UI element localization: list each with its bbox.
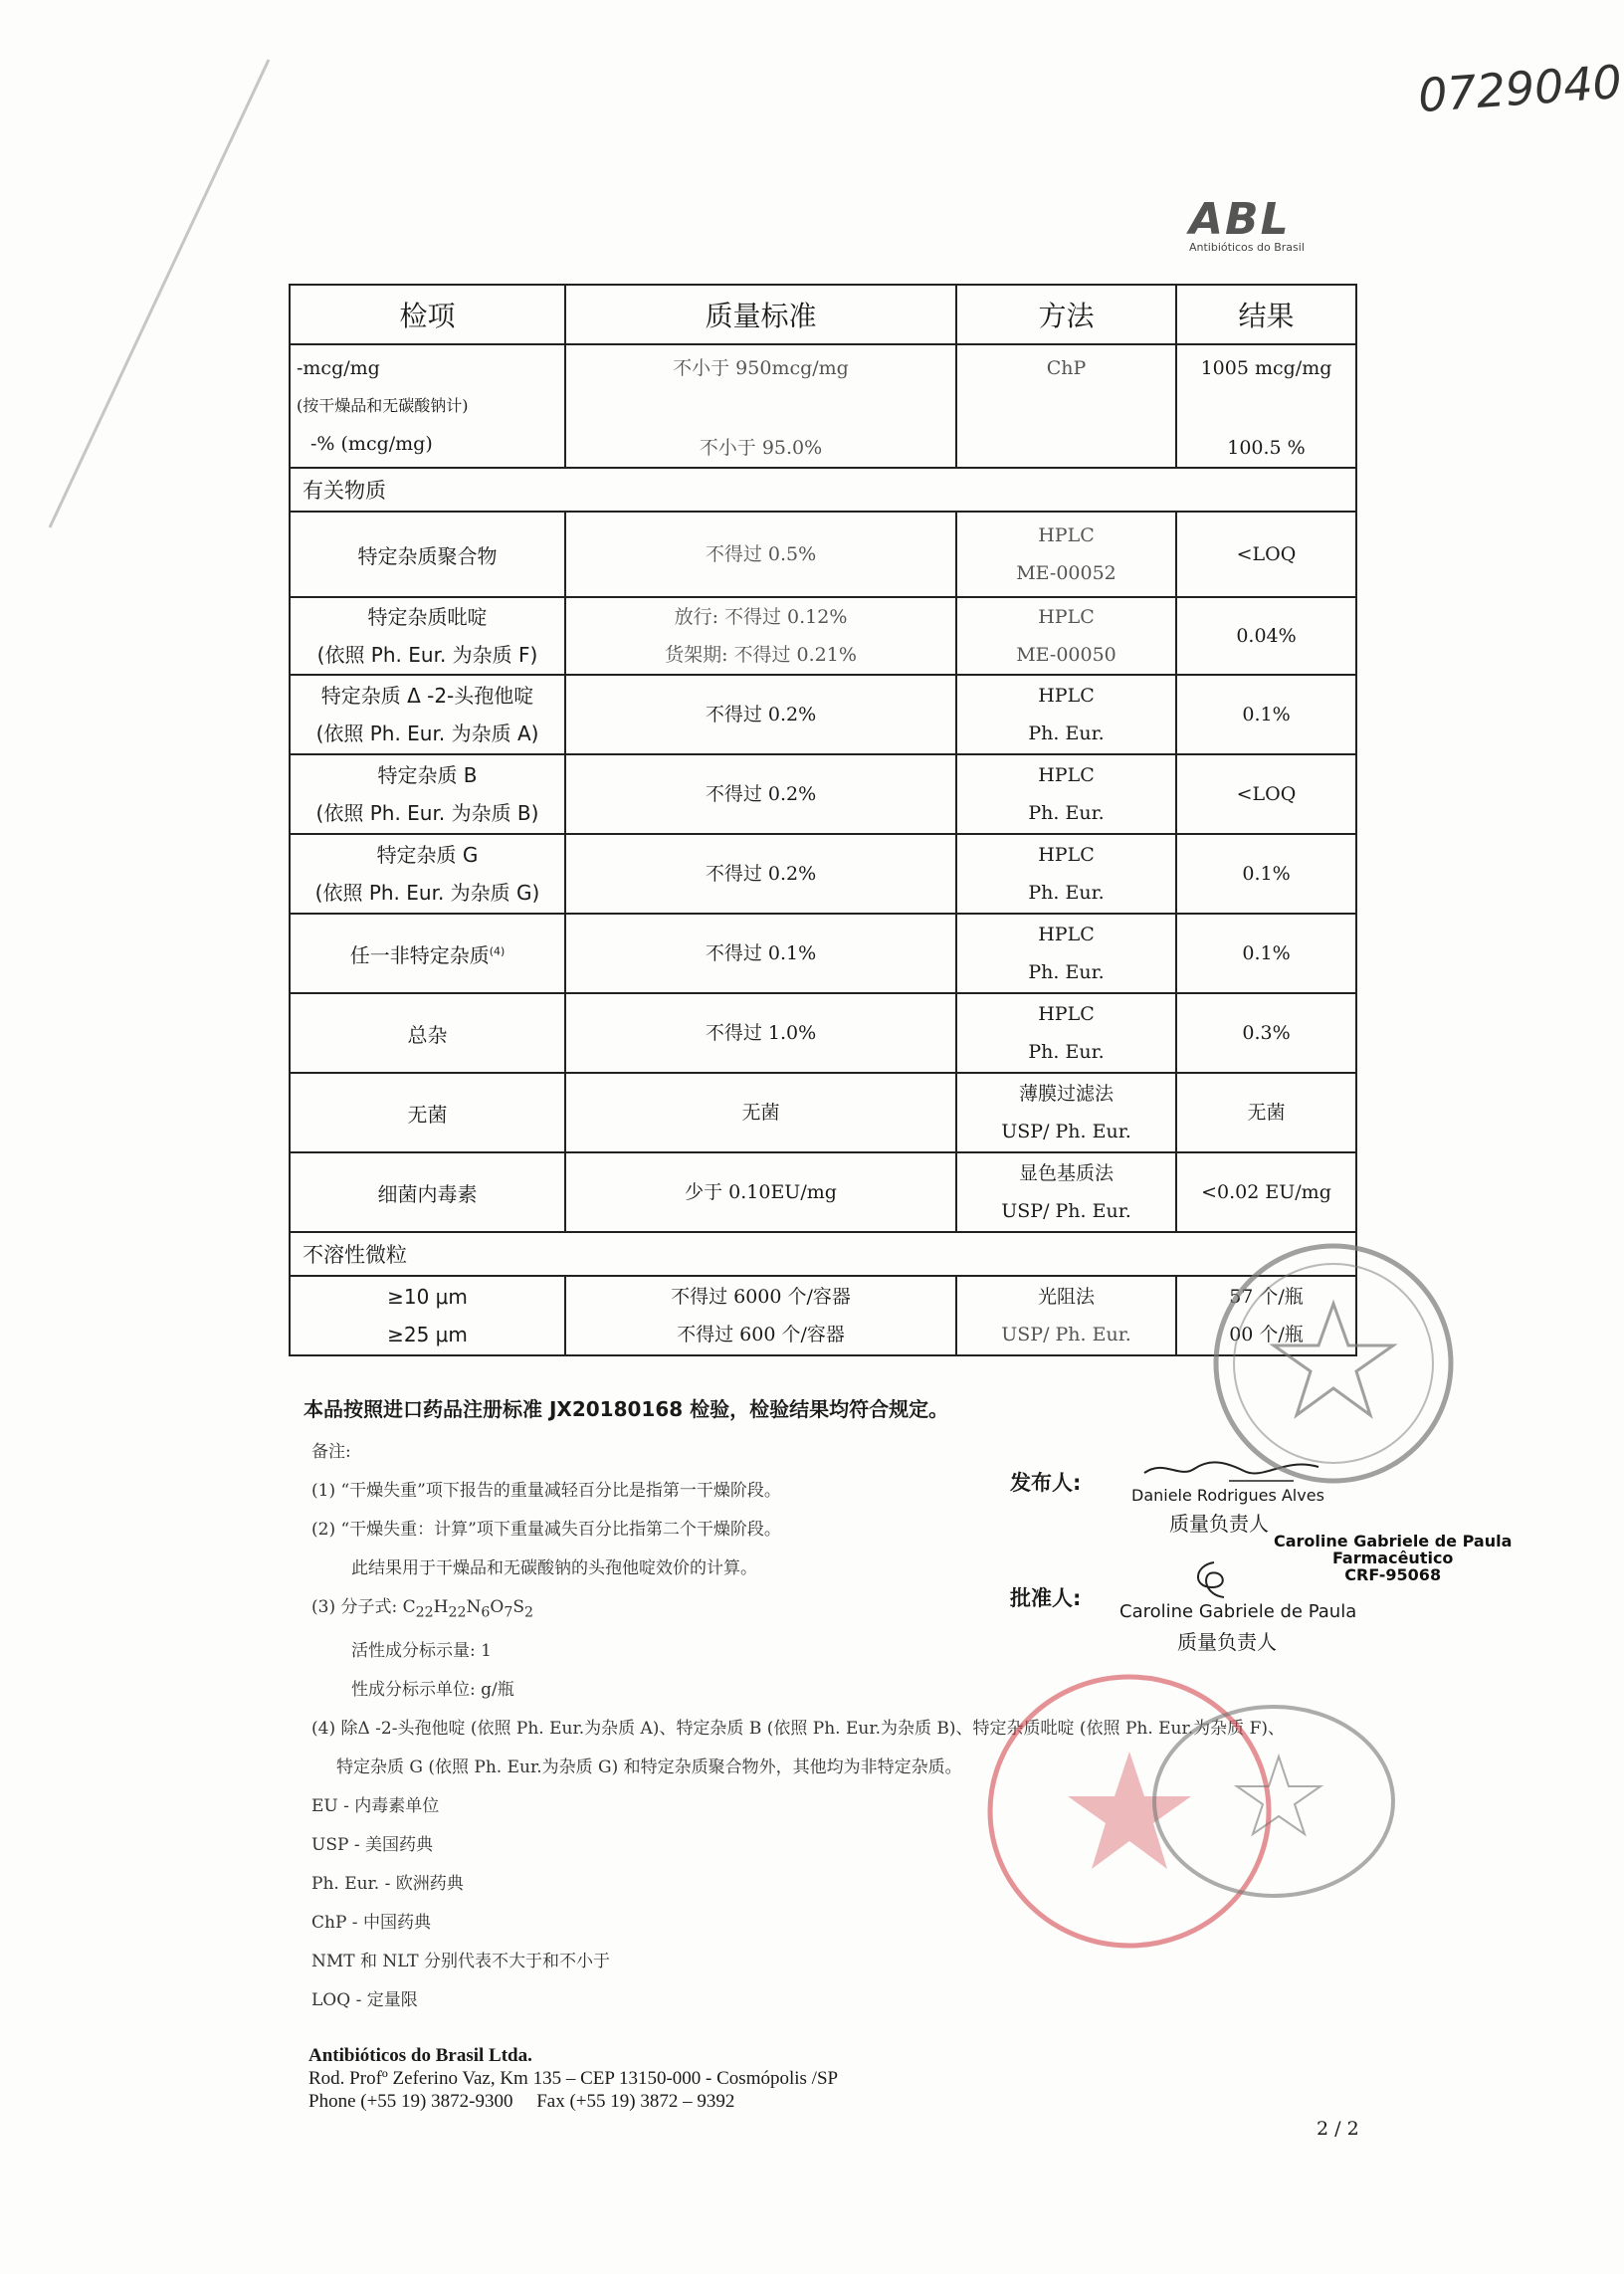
row-standard: 不得过 0.1% xyxy=(565,914,956,993)
row-item: 特定杂质 B (依照 Ph. Eur. 为杂质 B) xyxy=(290,754,565,834)
row-method: HPLC Ph. Eur. xyxy=(956,754,1176,834)
table-row xyxy=(290,1152,1356,1232)
table-row xyxy=(290,675,1356,754)
test-results-table xyxy=(289,284,1357,1356)
company-address: Rod. Profº Zeferino Vaz, Km 135 – CEP 13150-000 - Cosmópolis /SP xyxy=(308,2068,839,2089)
table-row xyxy=(290,993,1356,1073)
assay-standard: 不小于 950mcg/mg 不小于 95.0% xyxy=(565,344,956,468)
section-related-substances: 有关物质 xyxy=(290,468,1356,512)
row-standard: 少于 0.10EU/mg xyxy=(565,1152,956,1232)
handwritten-number: 0729040 xyxy=(1416,54,1624,123)
remark-4b: 特定杂质 G (依照 Ph. Eur.为杂质 G) 和特定杂质聚合物外，其他均为非特定杂质。 xyxy=(336,1757,962,1778)
row-item: 特定杂质 Δ -2-头孢他啶 (依照 Ph. Eur. 为杂质 A) xyxy=(290,675,565,754)
approver-name: Caroline Gabriele de Paula xyxy=(1119,1601,1357,1622)
row-result: 0.1% xyxy=(1176,675,1356,754)
abbr-eu: EU - 内毒素单位 xyxy=(311,1796,440,1817)
assay-item: -mcg/mg (按干燥品和无碳酸钠计) -% (mcg/mg) xyxy=(290,344,565,468)
abbr-usp: USP - 美国药典 xyxy=(311,1835,433,1856)
abl-logo-mark: ABL xyxy=(1189,194,1291,245)
company-footer xyxy=(308,2044,838,2113)
assay-result: 1005 mcg/mg 100.5 % xyxy=(1176,344,1356,468)
row-result: 0.1% xyxy=(1176,914,1356,993)
particles-standard: 不得过 6000 个/容器 不得过 600 个/容器 xyxy=(565,1276,956,1355)
approver-signature xyxy=(1184,1557,1244,1602)
row-standard: 不得过 0.2% xyxy=(565,675,956,754)
table-row xyxy=(290,1073,1356,1152)
scan-streak xyxy=(30,60,289,577)
remark-3b: 活性成分标示量: 1 xyxy=(351,1641,492,1662)
company-name: Antibióticos do Brasil Ltda. xyxy=(308,2045,532,2066)
table-row-assay xyxy=(290,344,1356,468)
remark-4: (4) 除Δ -2-头孢他啶 (依照 Ph. Eur.为杂质 A)、特定杂质 B (依照 Ph. Eur.为杂质 B)、特定杂质吡啶 (依照 Ph. Eur.为杂质 F)、 xyxy=(311,1719,1286,1740)
table-row xyxy=(290,512,1356,597)
gray-company-seal xyxy=(1189,1234,1478,1493)
remark-1: (1) “干燥失重”项下报告的重量减轻百分比是指第一干燥阶段。 xyxy=(311,1481,781,1501)
particles-item: ≥10 μm ≥25 μm xyxy=(290,1276,565,1355)
row-result: 0.3% xyxy=(1176,993,1356,1073)
remark-2: (2) “干燥失重：计算”项下重量减失百分比指第二个干燥阶段。 xyxy=(311,1520,781,1540)
particles-method: 光阻法 USP/ Ph. Eur. xyxy=(956,1276,1176,1355)
row-result: 无菌 xyxy=(1176,1073,1356,1152)
pharmacist-stamp: Caroline Gabriele de Paula Farmacêutico CRF-95068 xyxy=(1274,1532,1513,1584)
abbr-nmt-nlt: NMT 和 NLT 分别代表不大于和不小于 xyxy=(311,1952,610,1972)
approver-role: 质量负责人 xyxy=(1177,1630,1277,1654)
row-item: 特定杂质聚合物 xyxy=(290,512,565,597)
row-result: <LOQ xyxy=(1176,754,1356,834)
row-item: 特定杂质吡啶 (依照 Ph. Eur. 为杂质 F) xyxy=(290,597,565,675)
header-item: 检项 xyxy=(290,285,565,344)
row-item: 特定杂质 G (依照 Ph. Eur. 为杂质 G) xyxy=(290,834,565,914)
row-method: HPLC Ph. Eur. xyxy=(956,675,1176,754)
row-result: <LOQ xyxy=(1176,512,1356,597)
approver-label: 批准人: xyxy=(1010,1586,1082,1610)
assay-method: ChP xyxy=(956,344,1176,468)
row-method: HPLC ME-00050 xyxy=(956,597,1176,675)
company-contact: Phone (+55 19) 3872-9300 Fax (+55 19) 3872 – 9392 xyxy=(308,2091,735,2112)
header-result: 结果 xyxy=(1176,285,1356,344)
row-method: HPLC Ph. Eur. xyxy=(956,993,1176,1073)
particles-result: 57 个/瓶 00 个/瓶 xyxy=(1176,1276,1356,1355)
table-row xyxy=(290,754,1356,834)
page-number: 2 / 2 xyxy=(1317,2118,1359,2140)
abl-logo-subtitle: Antibióticos do Brasil xyxy=(1189,241,1305,254)
row-item: 细菌内毒素 xyxy=(290,1152,565,1232)
table-row xyxy=(290,597,1356,675)
row-method: 薄膜过滤法 USP/ Ph. Eur. xyxy=(956,1073,1176,1152)
row-item: 任一非特定杂质$^{(4)}$ xyxy=(290,914,565,993)
row-standard: 不得过 0.5% xyxy=(565,512,956,597)
row-standard: 不得过 0.2% xyxy=(565,834,956,914)
remark-3: (3) 分子式: $C_{22}H_{22}N_6O_7S_2$ xyxy=(311,1597,534,1621)
abbr-chp: ChP - 中国药典 xyxy=(311,1913,431,1934)
row-item: 总杂 xyxy=(290,993,565,1073)
row-item: 无菌 xyxy=(290,1073,565,1152)
abbr-loq: LOQ - 定量限 xyxy=(311,1990,418,2011)
red-company-seal xyxy=(980,1652,1398,1961)
table-row xyxy=(290,914,1356,993)
row-result: <0.02 EU/mg xyxy=(1176,1152,1356,1232)
row-result: 0.1% xyxy=(1176,834,1356,914)
row-result: 0.04% xyxy=(1176,597,1356,675)
header-method: 方法 xyxy=(956,285,1176,344)
remark-3c: 性成分标示单位: g/瓶 xyxy=(351,1680,514,1701)
abl-logo xyxy=(1189,194,1338,274)
row-method: 显色基质法 USP/ Ph. Eur. xyxy=(956,1152,1176,1232)
conclusion-text: 本品按照进口药品注册标准 JX20180168 检验，检验结果均符合规定。 xyxy=(304,1397,949,1421)
row-standard: 无菌 xyxy=(565,1073,956,1152)
publisher-name: Daniele Rodrigues Alves xyxy=(1131,1486,1324,1505)
header-standard: 质量标准 xyxy=(565,285,956,344)
row-standard: 不得过 0.2% xyxy=(565,754,956,834)
remarks-title: 备注: xyxy=(311,1442,351,1462)
table-header-row xyxy=(290,285,1356,344)
publisher-label: 发布人: xyxy=(1010,1471,1082,1495)
section-insoluble-particles: 不溶性微粒 xyxy=(290,1232,1356,1276)
remark-2b: 此结果用于干燥品和无碳酸钠的头孢他啶效价的计算。 xyxy=(351,1558,757,1578)
publisher-role: 质量负责人 xyxy=(1169,1512,1269,1536)
row-standard: 放行: 不得过 0.12% 货架期: 不得过 0.21% xyxy=(565,597,956,675)
abbr-ph-eur: Ph. Eur. - 欧洲药典 xyxy=(311,1874,464,1895)
row-method: HPLC Ph. Eur. xyxy=(956,834,1176,914)
row-method: HPLC ME-00052 xyxy=(956,512,1176,597)
row-standard: 不得过 1.0% xyxy=(565,993,956,1073)
table-row xyxy=(290,834,1356,914)
row-method: HPLC Ph. Eur. xyxy=(956,914,1176,993)
